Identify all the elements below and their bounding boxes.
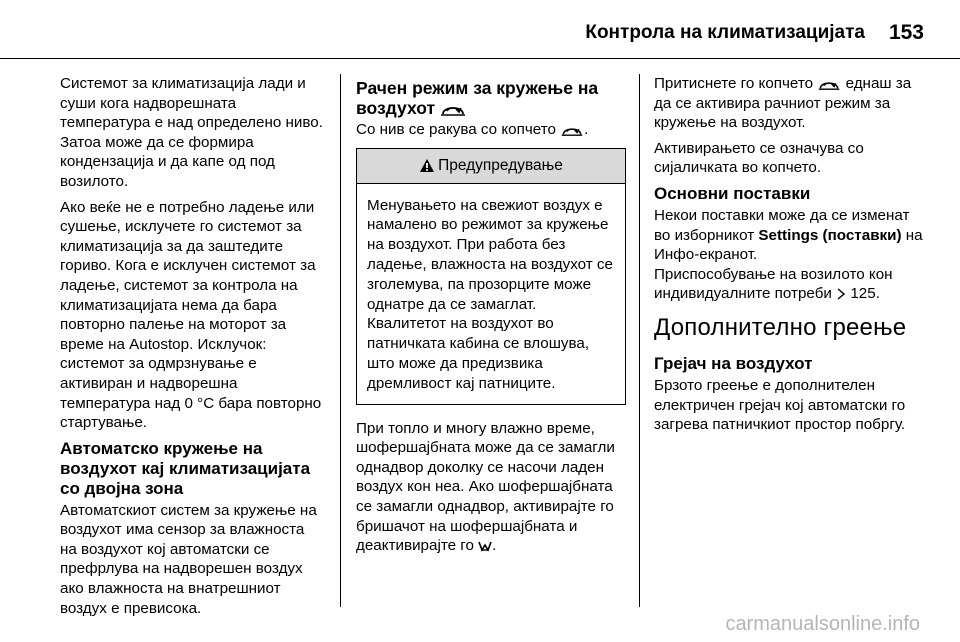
header-rule	[0, 58, 960, 59]
paragraph-settings-menu	[654, 206, 926, 265]
heading-additional-heating: Дополнително греење	[654, 313, 907, 341]
column-divider	[639, 74, 640, 607]
page-title: Контрола на климатизацијата	[585, 22, 865, 43]
air-recirculation-icon	[440, 102, 466, 116]
column-right	[654, 74, 926, 441]
page-header	[0, 0, 960, 60]
paragraph-text: еднаш за да се активира рачниот режим за кружење на воздухот.	[654, 75, 912, 132]
paragraph-text: Приспособување на возилото кон индивидуалните потреби	[654, 265, 893, 303]
paragraph-text: Притиснете го копчето	[654, 75, 814, 92]
paragraph-ac-off: Ако веќе не е потребно ладење или сушење, исклучете го системот за климатизација за да заштедите гориво. Кога е исклучен системот за ладење, системот за контрола на климатизацијата нема да бара повторно палење на моторот за време на Autostop. Исклучок: системот за одмрзнување е активиран и надворешна температура над 0 °C бара повторно стартување.	[60, 198, 322, 432]
paragraph-air-heater: Брзото греење е дополнителен електричен грејач кој автоматски го загрева патничкиот простор побргу.	[654, 376, 906, 434]
paragraph-text: При топло и многу влажно време, шофершајбната може да се замагли однадвор доколку се насочи ладен воздух кон неа. Ако шофершајбната се замагли однадвор, активирајте го бришачот на шофершајбната и деактивирајте го	[356, 419, 615, 555]
paragraph-windscreen-fog: При топло и многу влажно време, шофершајбната може да се замагли однадвор доколку се насочи ладен воздух кон неа. Ако шофершајбната се замагли однадвор, активирајте го бришачот на шофершајбната и деактивирајте го .	[356, 419, 615, 555]
page-number: 153	[888, 21, 924, 44]
column-left	[60, 74, 325, 624]
paragraph-auto-recirculation: Автоматскиот систем за кружење на воздухот има сензор за влажноста на воздухот кој автоматски се префрлува на надворешен воздух ако влажноста на внатрешниот воздух е превисока.	[60, 501, 317, 617]
paragraph-ac-function: Системот за климатизација лади и суши кога надворешната температура е над определено ниво. Затоа може да се формира кондензација и да капе од под возилото.	[60, 75, 323, 190]
paragraph-text: Некои поставки може да се изменат во изборникот	[654, 206, 910, 244]
air-recirculation-icon	[560, 124, 584, 136]
heading-auto-recirculation: Автоматско кружење на воздухот кај климатизацијата со двојна зона	[60, 438, 311, 498]
paragraph-personalisation	[654, 265, 926, 304]
warning-title: Предупредување	[438, 156, 563, 174]
warning-header	[357, 149, 625, 184]
paragraph-indicator: Активирањето се означува со сијаличката во копчето.	[654, 139, 864, 177]
watermark: carmanualsonline.info	[725, 613, 920, 635]
page-reference[interactable]: 125.	[850, 285, 880, 303]
heading-basic-settings: Основни поставки	[654, 183, 811, 203]
settings-menu-name: Settings (поставки)	[758, 226, 902, 244]
ac-snowflake-icon	[478, 540, 492, 552]
heading-text: Рачен режим за кружење на воздухот	[356, 78, 599, 118]
warning-text: Менувањето на свежиот воздух е намалено во режимот за кружење на воздухот. При работа без ладење, влажноста на воздухот се зголемува, па прозорците може однатре да се замаглат. Квалитетот на воздухот во патничката кабина се влошува, што може да предизвика дремливост кај патниците.	[367, 196, 613, 392]
page-reference-arrow-icon	[836, 288, 846, 300]
paragraph-text: Со нив се ракува со копчето	[356, 121, 556, 138]
column-divider	[340, 74, 341, 607]
paragraph-operated-by-button: Со нив се ракува со копчето .	[356, 121, 589, 138]
air-recirculation-icon	[817, 78, 841, 90]
heading-manual-recirculation	[356, 78, 626, 118]
paragraph-press-button	[654, 74, 926, 133]
warning-box	[356, 148, 626, 405]
paragraph-text: на Инфо-екранот.	[654, 226, 923, 264]
heading-air-heater: Грејач на воздухот	[654, 353, 813, 373]
column-middle	[356, 74, 626, 562]
warning-triangle-icon	[419, 158, 435, 173]
